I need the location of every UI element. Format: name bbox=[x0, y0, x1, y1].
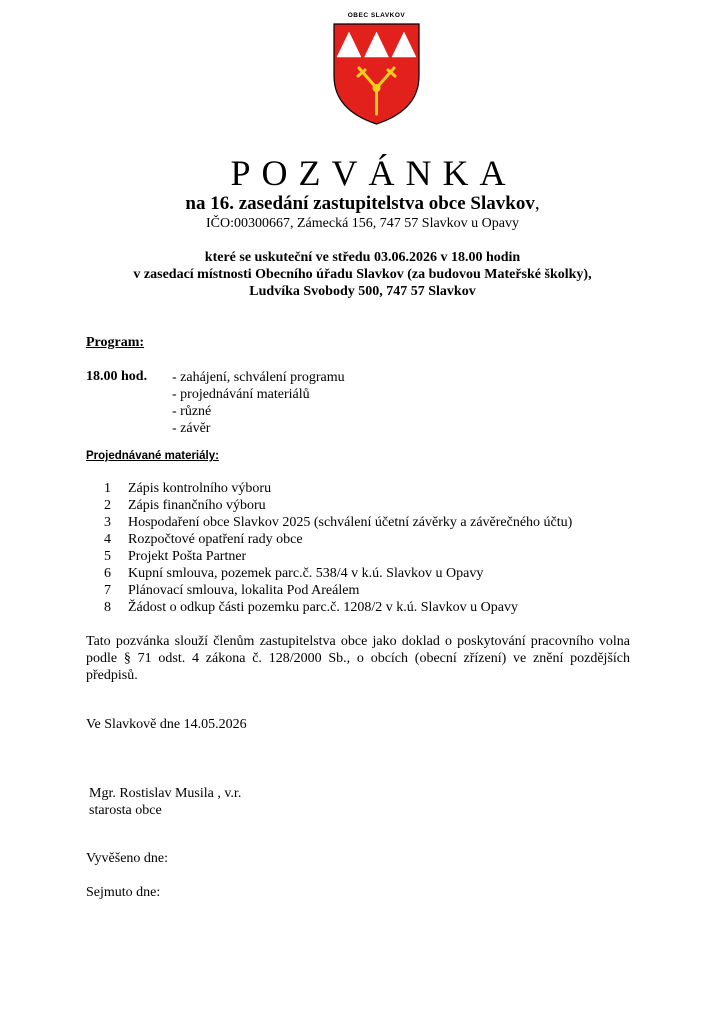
list-item-number: 7 bbox=[104, 583, 111, 598]
list-item-text: Zápis kontrolního výboru bbox=[128, 481, 272, 496]
list-item bbox=[104, 548, 572, 565]
program-time: 18.00 hod. bbox=[86, 369, 148, 384]
list-item-text: Rozpočtové opatření rady obce bbox=[128, 532, 303, 547]
signer-role: starosta obce bbox=[89, 803, 162, 818]
program-item: - různé bbox=[172, 404, 212, 419]
coat-of-arms bbox=[329, 12, 424, 128]
list-item-text: Hospodaření obce Slavkov 2025 (schválení účetní závěrky a závěrečného účtu) bbox=[128, 515, 573, 530]
meeting-line-1: které se uskuteční ve středu 03.06.2026 v 18.00 hodin bbox=[204, 250, 521, 265]
list-item bbox=[104, 480, 572, 497]
program-item: - zahájení, schválení programu bbox=[172, 370, 345, 385]
subtitle-text: na 16. zasedání zastupitelstva obce Slavkov bbox=[185, 193, 535, 214]
shield-triangles bbox=[337, 32, 416, 57]
materials-heading: Projednávané materiály: bbox=[86, 450, 219, 462]
posted-label: Vyvěšeno dne: bbox=[86, 851, 169, 866]
removed-label: Sejmuto dne: bbox=[86, 885, 161, 900]
page-subtitle bbox=[0, 193, 725, 215]
program-item: - závěr bbox=[172, 421, 211, 436]
program-list bbox=[172, 369, 345, 437]
meeting-line-3: Ludvíka Svobody 500, 747 57 Slavkov bbox=[249, 284, 476, 299]
list-item bbox=[104, 565, 572, 582]
list-item-text: Plánovací smlouva, lokalita Pod Areálem bbox=[128, 583, 360, 598]
list-item-number: 1 bbox=[104, 481, 111, 496]
coat-of-arms-label: OBEC SLAVKOV bbox=[347, 12, 406, 19]
list-item bbox=[104, 531, 572, 548]
list-item bbox=[104, 514, 572, 531]
list-item-number: 4 bbox=[104, 532, 111, 547]
legal-note: Tato pozvánka slouží členům zastupitelstva obce jako doklad o poskytování pracovního volna podle § 71 odst. 4 zákona č. 128/2000 Sb., o obcích (obecní zřízení) ve znění pozdějších předpisů. bbox=[86, 634, 630, 683]
ico-address-line: IČO:00300667, Zámecká 156, 747 57 Slavkov u Opavy bbox=[205, 216, 519, 231]
shield-cross-center bbox=[373, 84, 381, 92]
signature-block bbox=[89, 785, 241, 819]
list-item-number: 5 bbox=[104, 549, 111, 564]
list-item-text: Kupní smlouva, pozemek parc.č. 538/4 v k.ú. Slavkov u Opavy bbox=[128, 566, 484, 581]
list-item-text: Projekt Pošta Partner bbox=[128, 549, 247, 564]
list-item-number: 2 bbox=[104, 498, 111, 513]
signer-name: Mgr. Rostislav Musila , v.r. bbox=[89, 786, 242, 801]
list-item bbox=[104, 497, 572, 514]
program-heading: Program: bbox=[86, 335, 145, 350]
list-item-text: Žádost o odkup části pozemku parc.č. 1208/2 v k.ú. Slavkov u Opavy bbox=[128, 600, 518, 615]
page-title: POZVÁNKA bbox=[230, 153, 517, 193]
list-item bbox=[104, 599, 572, 616]
meeting-line-2: v zasedací místnosti Obecního úřadu Slavkov (za budovou Mateřské školky), bbox=[133, 267, 592, 282]
materials-list bbox=[104, 480, 572, 616]
shield-icon bbox=[329, 12, 424, 128]
program-item: - projednávání materiálů bbox=[172, 387, 310, 402]
list-item bbox=[104, 582, 572, 599]
subtitle-punct: , bbox=[534, 193, 540, 214]
list-item-text: Zápis finančního výboru bbox=[128, 498, 266, 513]
list-item-number: 6 bbox=[104, 566, 111, 581]
list-item-number: 3 bbox=[104, 515, 111, 530]
place-date: Ve Slavkově dne 14.05.2026 bbox=[86, 717, 247, 732]
list-item-number: 8 bbox=[104, 600, 111, 615]
